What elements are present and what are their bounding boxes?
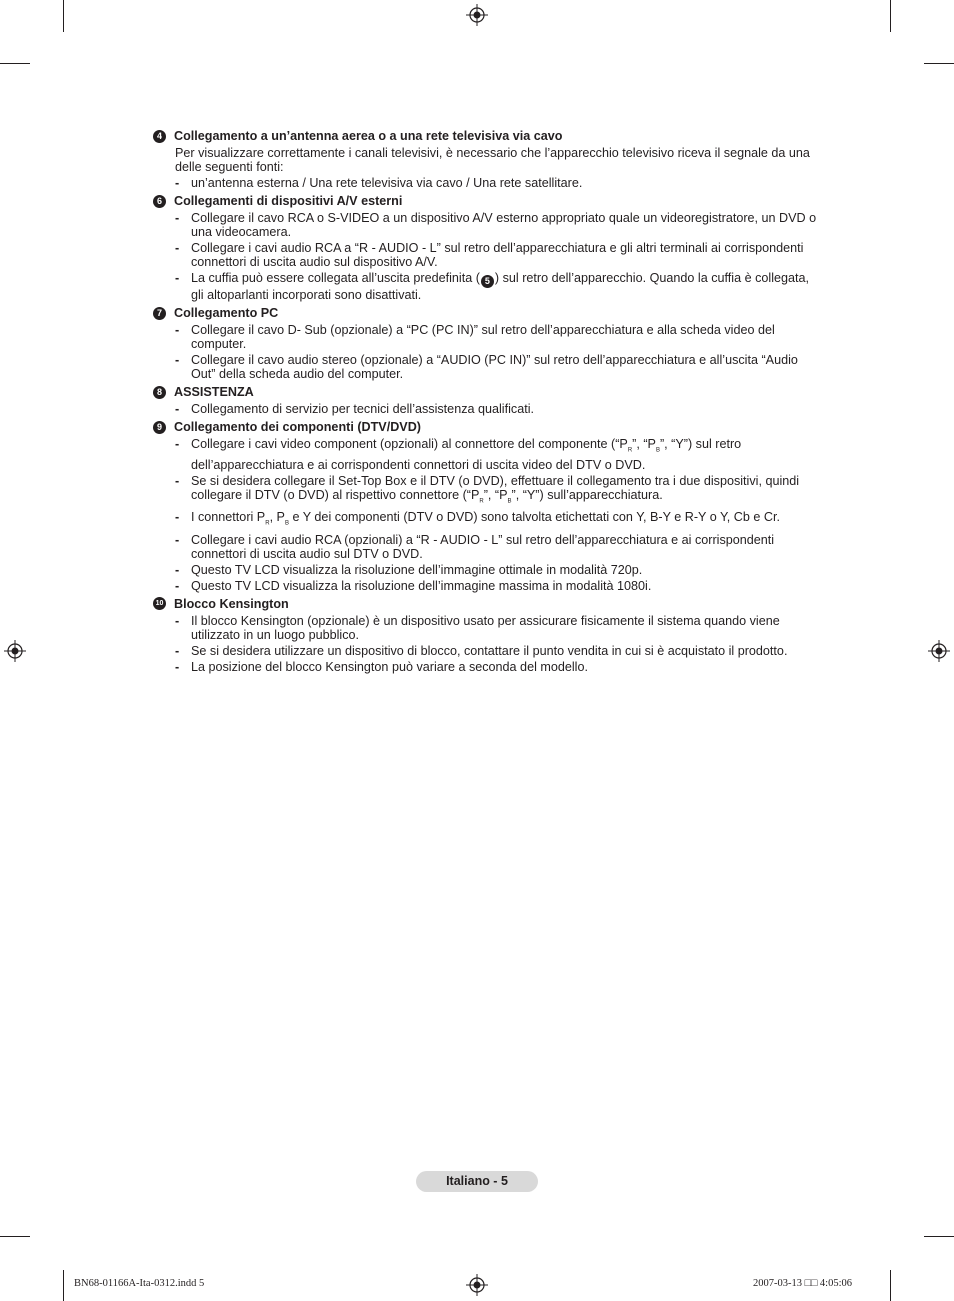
section-title: Collegamento PC (174, 306, 279, 320)
list-item-text: Collegare il cavo audio stereo (opzionale) a “AUDIO (PC IN)” sul retro dell’apparecchiatura e all’uscita “Audio Out” della scheda audio del computer. (191, 353, 798, 381)
section-number-badge: 7 (153, 307, 166, 320)
bullet-dash: - (175, 659, 180, 674)
bullet-dash: - (175, 323, 180, 337)
list-item (175, 533, 825, 561)
list-item (175, 241, 825, 269)
section-heading (153, 194, 825, 208)
slug-file-name: BN68-01166A-Ita-0312.indd 5 (74, 1278, 205, 1289)
text-run: ”, “P (483, 487, 508, 502)
list-item-text: Collegare i cavi audio RCA a “R - AUDIO - L” sul retro dell’apparecchiatura e gli altri terminali ai corrispondenti connettori di uscita audio sul dispositivo A/V. (191, 241, 804, 269)
list-item (175, 323, 825, 351)
section-title: Blocco Kensington (174, 596, 289, 611)
crop-mark (924, 1236, 954, 1237)
list-item (175, 353, 825, 381)
subscript: R (479, 498, 484, 505)
headphone-ref-badge: 5 (481, 275, 494, 288)
crop-mark (924, 63, 954, 64)
list-item (175, 614, 825, 642)
section-av-devices (153, 194, 825, 302)
headphone-text-before: La cuffia può essere collegata all’uscita predefinita ( (191, 271, 480, 285)
list-item (175, 474, 825, 509)
list-item-text: La posizione del blocco Kensington può variare a seconda del modello. (191, 659, 588, 674)
subscript: B (655, 447, 660, 454)
section-kensington (153, 597, 825, 674)
section-number-badge: 8 (153, 386, 166, 399)
section-number-badge: 4 (153, 130, 166, 143)
subscript: B (507, 498, 512, 505)
bullet-dash: - (175, 562, 180, 577)
section-service (153, 385, 825, 416)
manual-content (153, 129, 825, 678)
bullet-dash: - (175, 437, 180, 451)
slug-timestamp: 2007-03-13 □□ 4:05:06 (753, 1278, 853, 1289)
list-item-text (191, 271, 825, 302)
text-run: e Y dei componenti (DTV o DVD) sono talvolta etichettati con Y, B-Y e R-Y o Y, Cb e Cr. (288, 510, 780, 525)
registration-mark-icon (466, 4, 488, 26)
bullet-dash: - (175, 241, 180, 255)
list-item-text: Collegare il cavo D- Sub (opzionale) a “PC (PC IN)” sul retro dell’apparecchiatura e alla scheda video del computer. (191, 323, 775, 351)
bullet-dash: - (175, 402, 180, 416)
bullet-dash: - (175, 578, 180, 593)
text-run: ”, “Y”) sul retro dell’apparecchiatura e ai corrispondenti connettori di uscita video del DTV o DVD. (191, 437, 742, 472)
list-item (175, 211, 825, 239)
list-item (175, 176, 825, 190)
text-run: ”, “Y”) sull’apparecchiatura. (511, 487, 663, 502)
section-components (153, 420, 825, 593)
bullet-dash: - (175, 643, 180, 658)
page-number-label: Italiano - 5 (416, 1171, 538, 1192)
list-item-text (191, 510, 825, 531)
text-run: Se si desidera collegare il Set-Top Box e il DTV (o DVD), effettuare il collegamento tra i due dispositivi, quindi collegare il DTV (o DVD) al rispettivo connettore (“P (191, 473, 800, 502)
bullet-dash: - (175, 473, 180, 488)
section-heading (153, 129, 825, 143)
list-item (175, 660, 825, 674)
subscript: R (627, 447, 633, 454)
crop-mark (890, 0, 891, 32)
list-item-text: Questo TV LCD visualizza la risoluzione dell’immagine massima in modalità 1080i. (191, 578, 652, 593)
section-number-badge: 6 (153, 195, 166, 208)
crop-mark (890, 1270, 891, 1301)
section-title: Collegamenti di dispositivi A/V esterni (174, 194, 403, 208)
registration-mark-icon (4, 640, 26, 662)
crop-mark (63, 0, 64, 32)
section-number-badge: 10 (153, 597, 166, 610)
section-heading (153, 306, 825, 320)
crop-mark (63, 1270, 64, 1301)
list-item-text: Collegare i cavi audio RCA (opzionali) a “R - AUDIO - L” sul retro dell’apparecchiatura e ai corrispondenti connettori di uscita audio sul DTV o DVD. (191, 532, 775, 561)
list-item (175, 644, 825, 658)
bullet-dash: - (175, 211, 180, 225)
list-item (175, 563, 825, 577)
section-antenna (153, 129, 825, 190)
list-item-text: un’antenna esterna / Una rete televisiva via cavo / Una rete satellitare. (191, 176, 583, 190)
section-title: Collegamento dei componenti (DTV/DVD) (174, 420, 421, 434)
section-title: ASSISTENZA (174, 385, 254, 399)
headphone-text-after: ) sul retro dell’apparecchio. Quando la cuffia è collegata, gli altoparlanti incorporati sono disattivati. (191, 271, 810, 302)
section-title: Collegamento a un’antenna aerea o a una rete televisiva via cavo (174, 129, 563, 143)
list-item (175, 579, 825, 593)
section-heading (153, 420, 825, 434)
bullet-dash: - (175, 353, 180, 367)
bullet-dash: - (175, 176, 180, 190)
registration-mark-icon (928, 640, 950, 662)
section-heading (153, 597, 825, 611)
bullet-dash: - (175, 532, 180, 547)
registration-mark-icon (466, 1274, 488, 1296)
list-item-text: Collegamento di servizio per tecnici dell’assistenza qualificati. (191, 402, 534, 416)
list-item-text (191, 437, 825, 472)
list-item (175, 437, 825, 472)
list-item-text: Questo TV LCD visualizza la risoluzione dell’immagine ottimale in modalità 720p. (191, 562, 643, 577)
crop-mark (0, 63, 30, 64)
list-item-text: Il blocco Kensington (opzionale) è un dispositivo usato per assicurare fisicamente il sistema quando viene utilizzato in un luogo pubblico. (191, 613, 780, 642)
section-paragraph: Per visualizzare correttamente i canali televisivi, è necessario che l’apparecchio televisivo riceva il segnale da una delle seguenti fonti: (175, 146, 810, 174)
bullet-dash: - (175, 613, 180, 628)
section-number-badge: 9 (153, 421, 166, 434)
list-item (175, 271, 825, 302)
bullet-dash: - (175, 510, 180, 525)
section-pc (153, 306, 825, 381)
list-item-text: Collegare il cavo RCA o S-VIDEO a un dispositivo A/V esterno appropriato quale un videoregistratore, un DVD o una videocamera. (191, 211, 817, 239)
text-run: , P (269, 510, 285, 525)
subscript: R (265, 520, 270, 527)
section-heading (153, 385, 825, 399)
text-run: I connettori P (191, 510, 266, 525)
list-item-text (191, 474, 825, 509)
list-item-text: Se si desidera utilizzare un dispositivo di blocco, contattare il punto vendita in cui si è acquistato il prodotto. (191, 643, 788, 658)
crop-mark (0, 1236, 30, 1237)
text-run: ”, “P (632, 437, 656, 451)
text-run: Collegare i cavi video component (opzionali) al connettore del componente (“P (191, 437, 628, 451)
list-item (175, 510, 825, 531)
subscript: B (284, 520, 289, 527)
bullet-dash: - (175, 271, 180, 285)
list-item (175, 402, 825, 416)
